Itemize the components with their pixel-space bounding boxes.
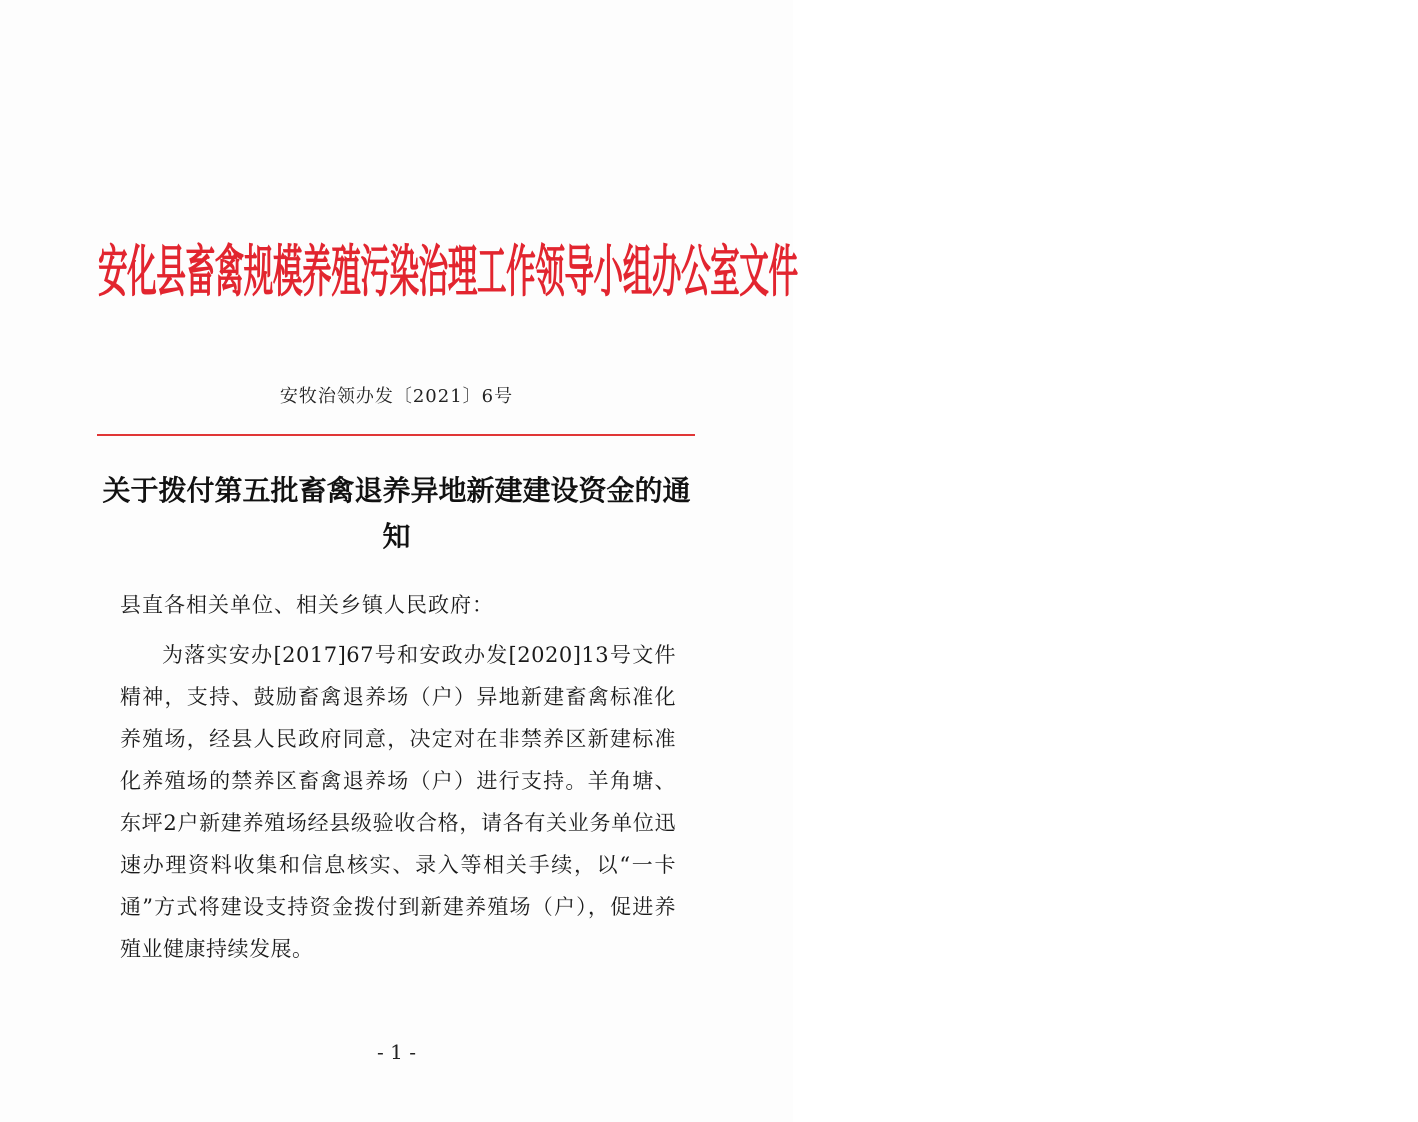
body-paragraph: 为落实安办[2017]67号和安政办发[2020]13号文件精神，支持、鼓励畜禽退养场（户）异地新建畜禽标准化养殖场，经县人民政府同意，决定对在非禁养区新建标准化养殖场的禁养区畜禽退养场（户）进行支持。羊角塘、东坪2户新建养殖场经县级验收合格，请各有关业务单位迅速办理资料收集和信息核实、录入等相关手续，以“一卡通”方式将建设支持资金拨付到新建养殖场（户），促进养殖业健康持续发展。 [120, 643, 676, 961]
red-divider-line [97, 434, 695, 436]
issuer-header-text: 安化县畜禽规模养殖污染治理工作领导小组办公室文件 [98, 240, 798, 305]
page-number: - 1 - [377, 1040, 416, 1064]
notice-title: 关于拨付第五批畜禽退养异地新建建设资金的通知 [102, 474, 691, 553]
issuer-header [98, 238, 798, 308]
document-number: 安牧治领办发〔2021〕6号 [279, 386, 514, 407]
addressee-line: 县直各相关单位、相关乡镇人民政府： [120, 593, 494, 617]
